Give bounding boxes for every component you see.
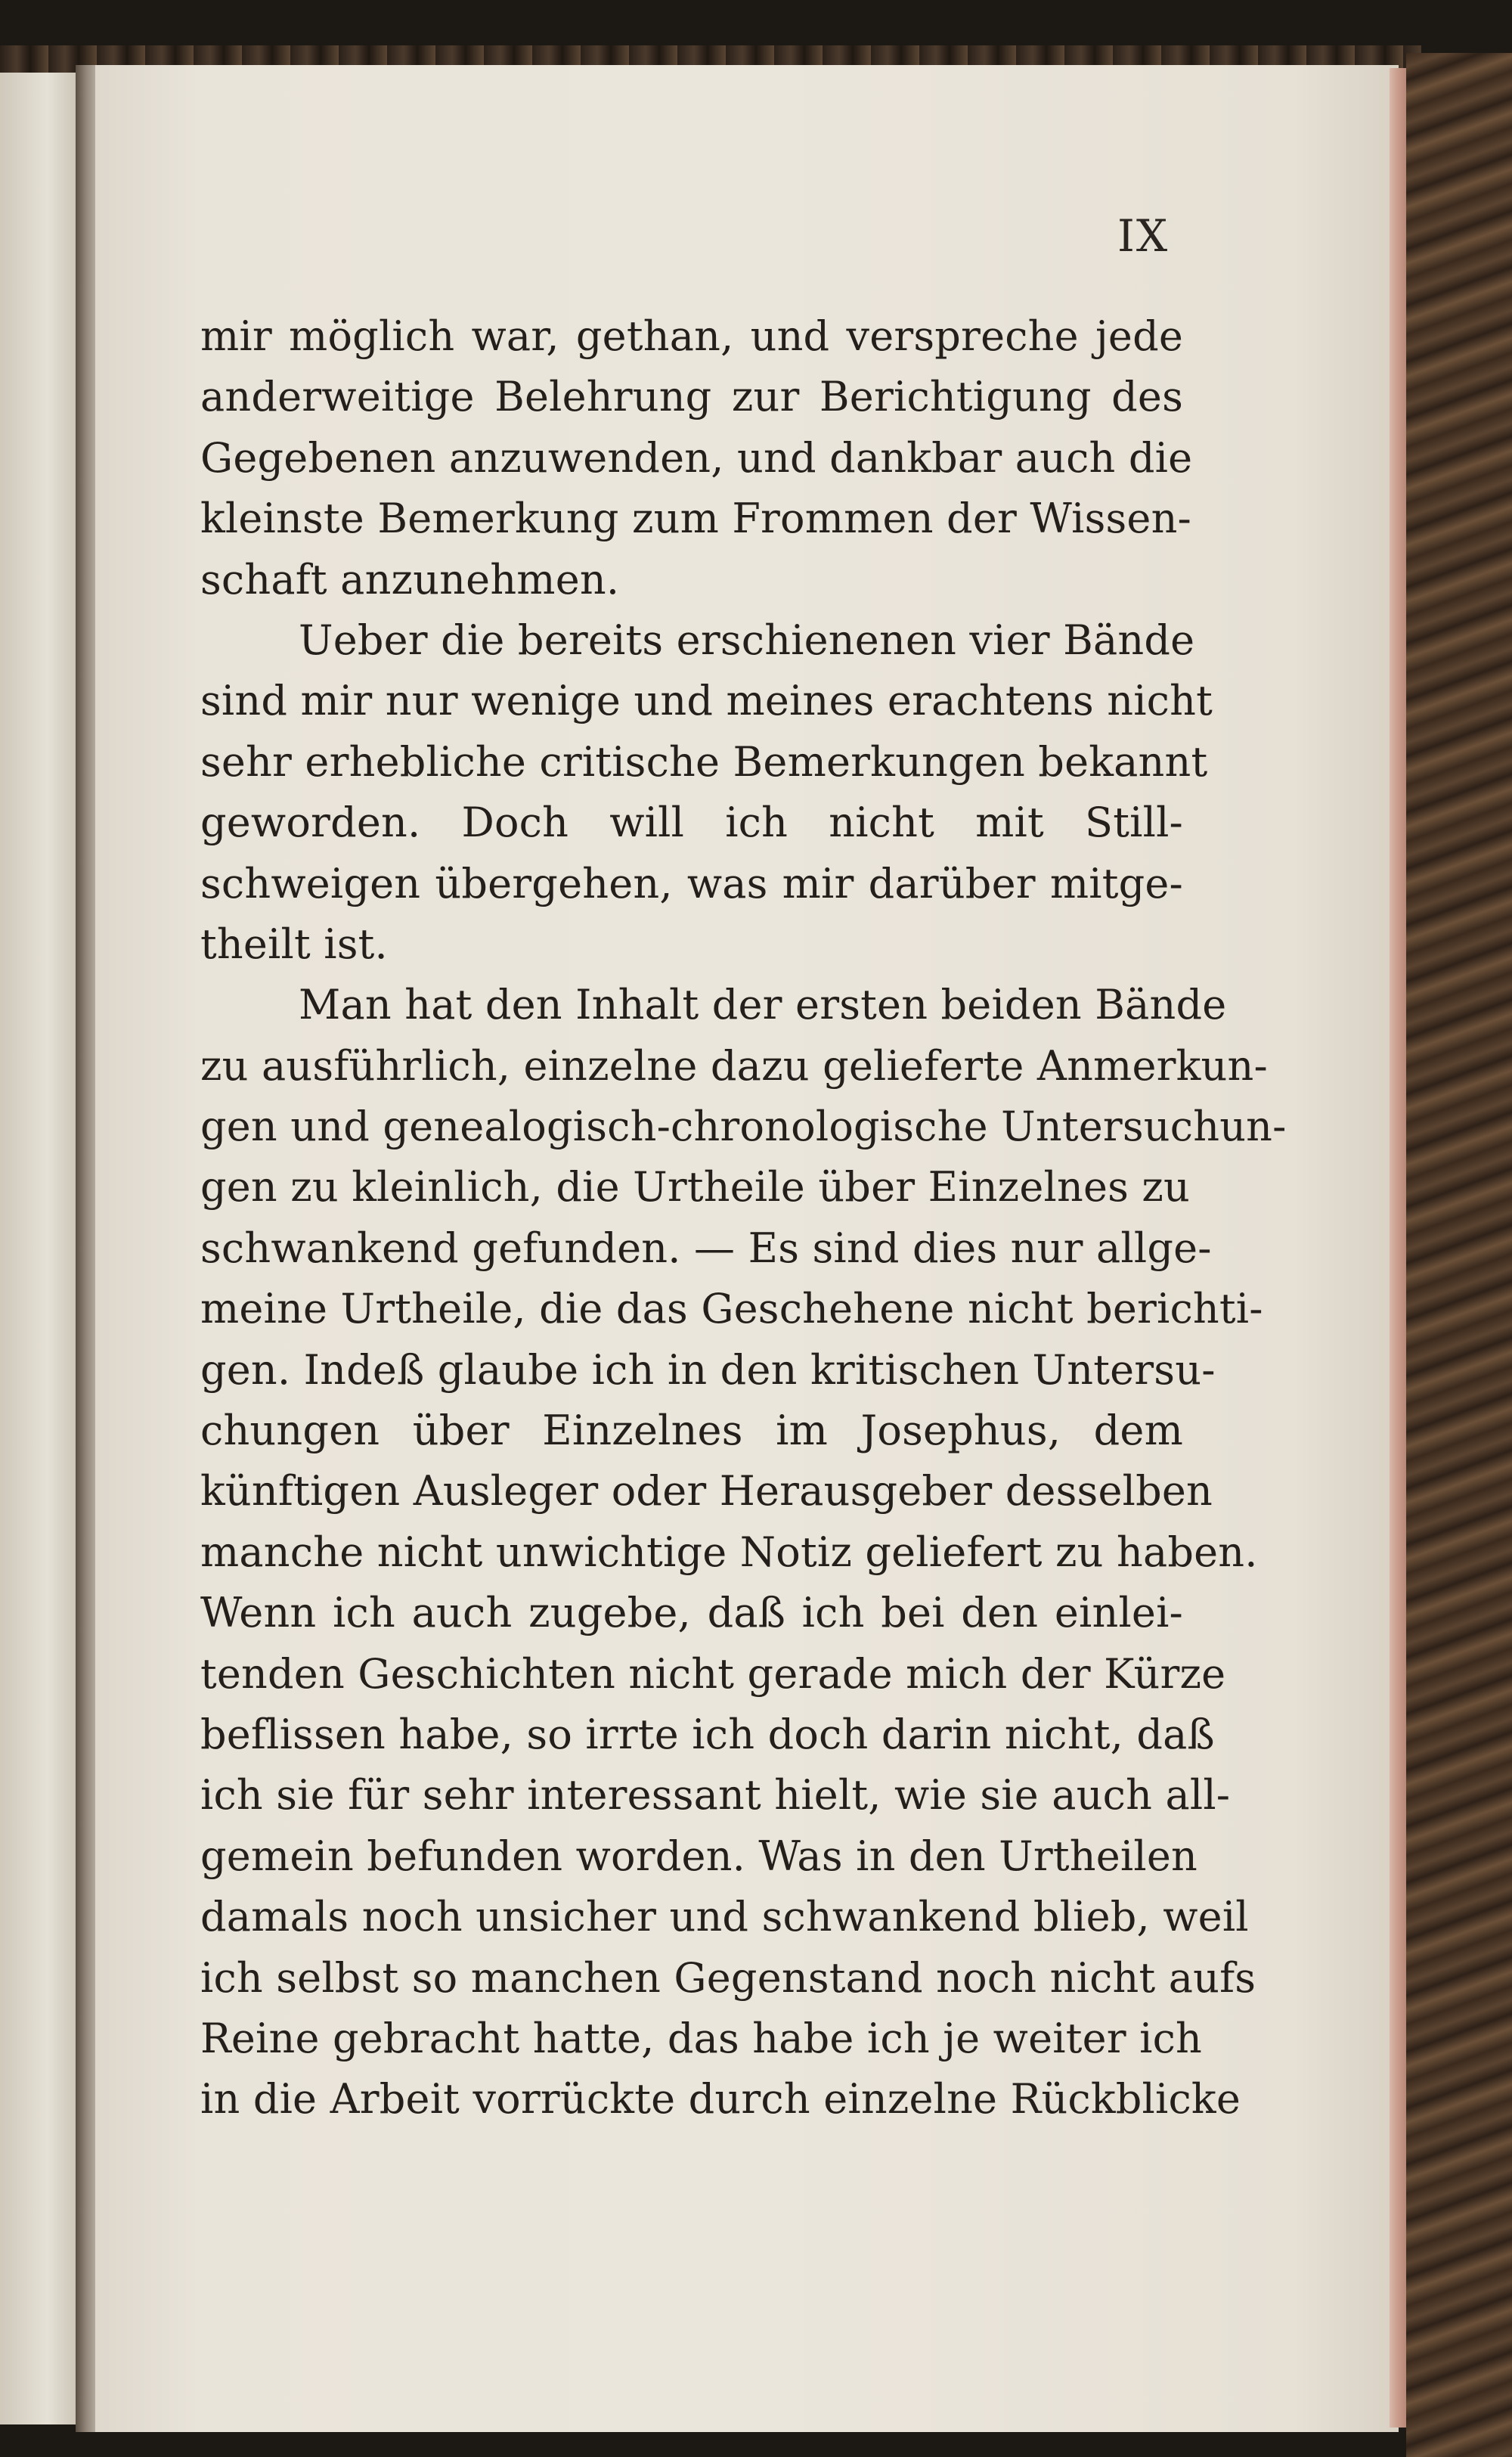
text-line: gemein befunden worden. Was in den Urtheilen <box>200 1832 1198 1880</box>
text-line: schaft anzunehmen. <box>200 555 620 603</box>
text-line: Ueber die bereits erschienenen vier Bände <box>299 616 1195 664</box>
text-line: damals noch unsicher und schwankend blieb, weil <box>200 1893 1249 1941</box>
text-line: gen zu kleinlich, die Urtheile über Einzelnes zu <box>200 1163 1191 1211</box>
text-line: Gegebenen anzuwenden, und dankbar auch die <box>200 433 1193 482</box>
text-line: sind mir nur wenige und meines erachtens nicht <box>200 677 1213 725</box>
text-line: sehr erhebliche critische Bemerkungen bekannt <box>200 737 1208 786</box>
text-line: mir möglich war, gethan, und verspreche jede <box>200 312 1183 360</box>
body-text <box>200 306 1287 2130</box>
text-line: anderweitige Belehrung zur Berichtigung des <box>200 373 1183 421</box>
text-line: chungen über Einzelnes im Josephus, dem <box>200 1407 1183 1455</box>
page-number: IX <box>1117 210 1170 262</box>
text-line: künftigen Ausleger oder Herausgeber desselben <box>200 1467 1213 1515</box>
text-line: Reine gebracht hatte, das habe ich je weiter ich <box>200 2014 1203 2062</box>
text-line: manche nicht unwichtige Notiz geliefert zu haben. <box>200 1528 1258 1576</box>
text-line: beflissen habe, so irrte ich doch darin nicht, daß <box>200 1710 1215 1758</box>
text-line: theilt ist. <box>200 920 388 968</box>
text-line: schweigen übergehen, was mir darüber mitge- <box>200 859 1183 907</box>
text-line: in die Arbeit vorrückte durch einzelne Rückblicke <box>200 2075 1241 2124</box>
left-page-edge <box>0 73 79 2424</box>
text-line: Man hat den Inhalt der ersten beiden Bände <box>299 981 1227 1029</box>
book-cover-edge <box>1406 53 1512 2457</box>
page-fore-edge <box>1390 68 1406 2428</box>
text-line: Wenn ich auch zugebe, daß ich bei den einlei- <box>200 1589 1183 1637</box>
text-line: meine Urtheile, die das Geschehene nicht berichti- <box>200 1285 1263 1333</box>
text-line: geworden. Doch will ich nicht mit Still- <box>200 799 1183 847</box>
text-line: ich sie für sehr interessant hielt, wie sie auch all- <box>200 1771 1231 1819</box>
text-line: gen. Indeß glaube ich in den kritischen Untersu- <box>200 1345 1216 1394</box>
text-line: schwankend gefunden. — Es sind dies nur allge- <box>200 1224 1212 1272</box>
text-line: tenden Geschichten nicht gerade mich der Kürze <box>200 1649 1226 1698</box>
book-gutter <box>76 65 97 2432</box>
text-line: ich selbst so manchen Gegenstand noch nicht aufs <box>200 1953 1256 2002</box>
text-line: kleinste Bemerkung zum Frommen der Wissen- <box>200 495 1191 543</box>
text-line: zu ausführlich, einzelne dazu gelieferte Anmerkun- <box>200 1041 1268 1090</box>
text-line: gen und genealogisch-chronologische Untersuchun- <box>200 1103 1287 1151</box>
